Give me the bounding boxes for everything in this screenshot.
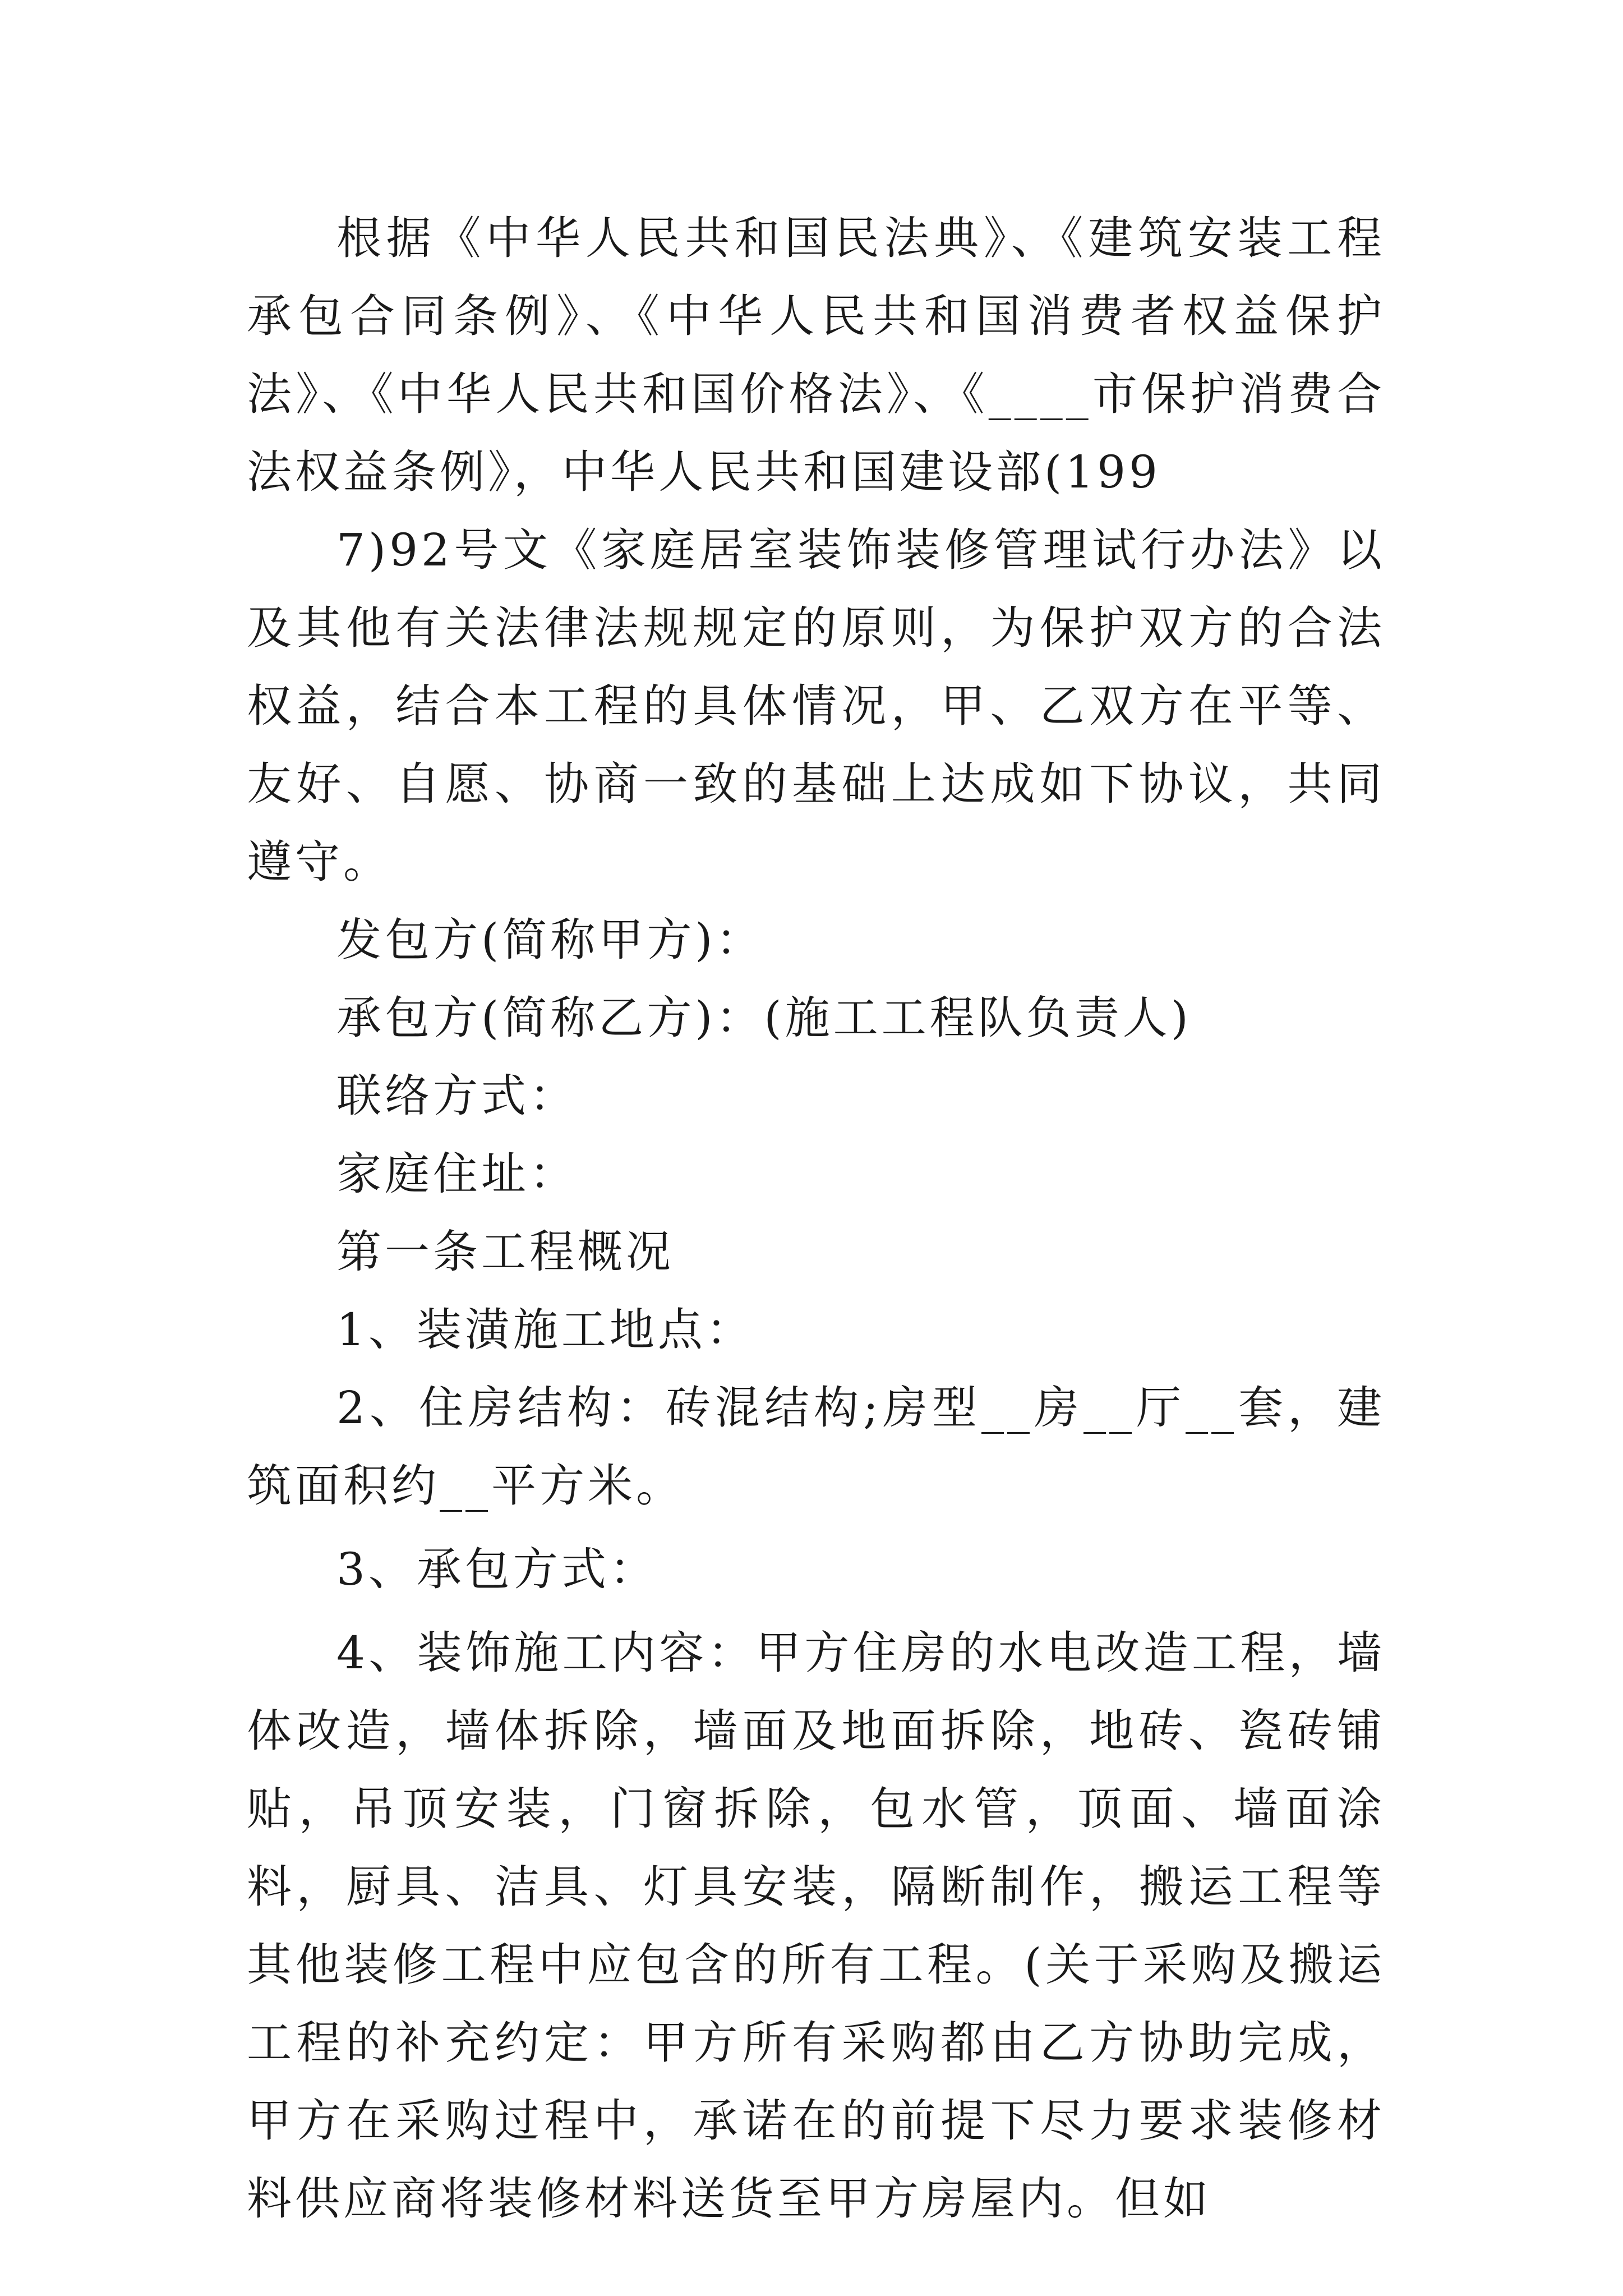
paragraph-item-1: 1、装潢施工地点： — [336, 1304, 754, 1356]
paragraph-item-3: 3、承包方式： — [336, 1543, 658, 1595]
paragraph-party-a: 发包方(简称甲方)： — [336, 914, 764, 966]
document-body — [247, 199, 1385, 2238]
paragraph-item-2: 2、住房结构：砖混结构;房型__房__厅__套，建筑面积约__平方米。 — [247, 1382, 1385, 1512]
paragraph-party-b: 承包方(简称乙方)：(施工工程队负责人) — [336, 992, 1192, 1044]
paragraph-item-4: 4、装饰施工内容：甲方住房的水电改造工程，墙体改造，墙体拆除，墙面及地面拆除，地砖、瓷砖铺贴，吊顶安装，门窗拆除，包水管，顶面、墙面涂料，厨具、洁具、灯具安装，隔断制作，搬运工程等其他装修工程中应包含的所有工程。(关于采购及搬运工程的补充约定：甲方所有采购都由乙方协助完成，甲方在采购过程中，承诺在的前提下尽力要求装修材料供应商将装修材料送货至甲方房屋内。但如 — [247, 1627, 1385, 2225]
paragraph-legal-basis: 根据《中华人民共和国民法典》、《建筑安装工程承包合同条例》、《中华人民共和国消费者权益保护法》、《中华人民共和国价格法》、《____市保护消费合法权益条例》，中华人民共和国建设部(199 — [247, 212, 1385, 498]
paragraph-contact: 联络方式： — [336, 1070, 578, 1122]
section-heading-article-1: 第一条工程概况 — [336, 1226, 674, 1278]
paragraph-address: 家庭住址： — [336, 1148, 578, 1200]
paragraph-legal-basis-continued: 7)92号文《家庭居室装饰装修管理试行办法》以及其他有关法律法规规定的原则，为保护双方的合法权益，结合本工程的具体情况，甲、乙双方在平等、友好、自愿、协商一致的基础上达成如下协议，共同遵守。 — [247, 524, 1385, 888]
